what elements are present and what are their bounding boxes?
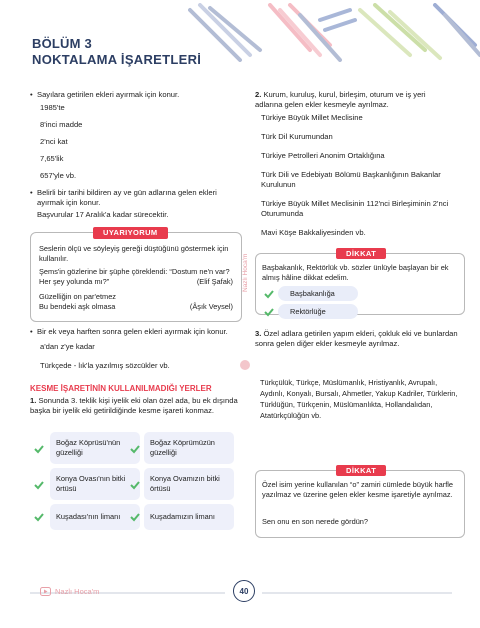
example-item: 8'inci madde xyxy=(40,120,83,129)
chapter-label: BÖLÜM 3 xyxy=(32,36,92,51)
warning-text: Seslerin ölçü ve söyleyiş gereği düştüğünü göstermek için kullanılır. xyxy=(39,244,229,263)
rule-three xyxy=(255,329,460,349)
check-icon xyxy=(32,478,46,492)
rule-number: 2. xyxy=(255,90,262,99)
grid-cell: Konya Ovası'nın bitki örtüsü xyxy=(50,468,140,500)
section-heading: KESME İŞARETİNİN KULLANILMADIĞI YERLER xyxy=(30,384,212,393)
example-item: Türk Dili ve Edebiyatı Bölümü Başkanlığının Bakanlar Kurulunun xyxy=(261,170,441,189)
brand-label: Nazlı Hoca'm xyxy=(55,587,100,596)
footer-brand xyxy=(40,587,99,596)
notice-tag: DİKKAT xyxy=(336,248,386,259)
example-list xyxy=(255,113,455,238)
example-pill: Başbakanlığa xyxy=(278,286,358,301)
quote-source: (Elif Şafak) xyxy=(196,276,233,286)
example-item: Türkiye Büyük Millet Meclisinin 112'nci Birleşiminin 2'nci Oturumunda xyxy=(261,199,449,218)
header-decoration xyxy=(180,0,480,80)
example-pill: Rektörlüğe xyxy=(278,304,358,319)
grid-cell: Konya Ovamızın bitki örtüsü xyxy=(144,468,234,500)
rule-suffix: • Bir ek veya harften sonra gelen ekleri ayırmak için konur. xyxy=(30,327,240,337)
notice-tag: DİKKAT xyxy=(336,465,386,476)
check-icon xyxy=(262,287,276,301)
rule-text: Sonunda 3. teklik kişi iyelik eki olan özel ada, bu ek dışında başka bir iyelik eki getirildiğinde kesme işareti konmaz. xyxy=(30,396,238,415)
play-icon xyxy=(40,587,51,596)
example-item: Türkiye Büyük Millet Meclisine xyxy=(261,113,363,122)
rule-numbers: • Sayılara getirilen ekleri ayırmak için konur. xyxy=(30,90,240,100)
rule-number: 1. xyxy=(30,396,37,405)
example-item: Başvurular 17 Aralık'a kadar sürecektir. xyxy=(37,210,169,219)
rule-text: Kurum, kuruluş, kurul, birleşim, oturum ve iş yeri adlarına gelen ekler kesmeyle ayrılmaz. xyxy=(255,90,426,109)
notice-example: Sen onu en son nerede gördün? xyxy=(262,517,369,526)
example-item: 657'yle vb. xyxy=(40,171,77,180)
grid-cell: Kuşadamızın limanı xyxy=(144,504,234,530)
poem-line: Güzelliğin on par'etmez xyxy=(39,292,116,301)
left-column-lower xyxy=(30,327,240,416)
example-item: 1985'te xyxy=(40,103,65,112)
quote-text: Şems'in gözlerine bir şüphe çöreklendi: “Dostum ne'n var? Her şey yolunda mı?” xyxy=(39,267,230,286)
notice-box xyxy=(255,466,465,538)
notice-text: Başbakanlık, Rektörlük vb. sözler ünlüyle başlayan bir ek almış hâline dikkat edelim. xyxy=(262,263,449,282)
chapter-title: NOKTALAMA İŞARETLERİ xyxy=(32,52,202,67)
example-item: 7,65'lik xyxy=(40,154,64,163)
check-icon xyxy=(32,510,46,524)
rule-two xyxy=(255,90,455,110)
left-column xyxy=(30,90,240,220)
example-item: Türk Dil Kurumundan xyxy=(261,132,333,141)
poem-line: Bu bendeki aşk olmasa xyxy=(39,301,116,311)
grid-cell: Kuşadası'nın limanı xyxy=(50,504,140,530)
right-column xyxy=(255,90,455,238)
warning-quote xyxy=(39,267,233,286)
example-item: 2'nci kat xyxy=(40,137,68,146)
rule-number: 3. xyxy=(255,329,262,338)
page-title xyxy=(32,36,201,68)
check-icon xyxy=(32,442,46,456)
grid-cell: Boğaz Köprümüzün güzelliği xyxy=(144,432,234,464)
page-number: 40 xyxy=(233,580,255,602)
example-item: Türkçede - lık'la yazılmış sözcükler vb. xyxy=(40,361,170,370)
rule-three-example: Türkçülük, Türkçe, Müslümanlık, Hristiyanlık, Avrupalı, Aydınlı, Konyalı, Bursalı, Ahmetler, Yakup Kadriler, Türklerin, Türklüğün, Türkçenin, Müslümanlıkta, Hollandalıdan, Atatürkçülüğün vb. xyxy=(260,378,458,420)
example-item: Türkiye Petrolleri Anonim Ortaklığına xyxy=(261,151,385,160)
rule-text: Özel adlara getirilen yapım ekleri, çokluk eki ve bunlardan sonra gelen diğer ekler kesmeyle ayrılmaz. xyxy=(255,329,458,348)
side-dot-icon xyxy=(240,360,250,370)
warning-box xyxy=(30,228,242,322)
poem-source: (Âşık Veysel) xyxy=(189,301,233,311)
poem-row xyxy=(39,302,233,312)
warning-tag: UYARIYORUM xyxy=(93,227,168,239)
check-icon xyxy=(262,305,276,319)
side-brand: Nazlı Hoca'm xyxy=(242,253,249,292)
example-list xyxy=(30,103,240,181)
section-rule xyxy=(30,396,240,416)
check-icon xyxy=(128,442,142,456)
grid-cell: Boğaz Köprüsü'nün güzelliği xyxy=(50,432,140,464)
rule-dates: • Belirli bir tarihi bildiren ay ve gün adlarına gelen ekleri ayırmak için konur. xyxy=(30,188,240,208)
example-item: Mavi Köşe Bakkaliyesinden vb. xyxy=(261,228,366,237)
notice-text: Özel isim yerine kullanılan “o” zamiri cümlede büyük harfle yazılmaz ve üzerine gelen ekler kesme işaretiyle ayrılmaz. xyxy=(262,480,453,499)
check-icon xyxy=(128,510,142,524)
check-icon xyxy=(128,478,142,492)
example-item: a'dan z'ye kadar xyxy=(40,342,95,351)
